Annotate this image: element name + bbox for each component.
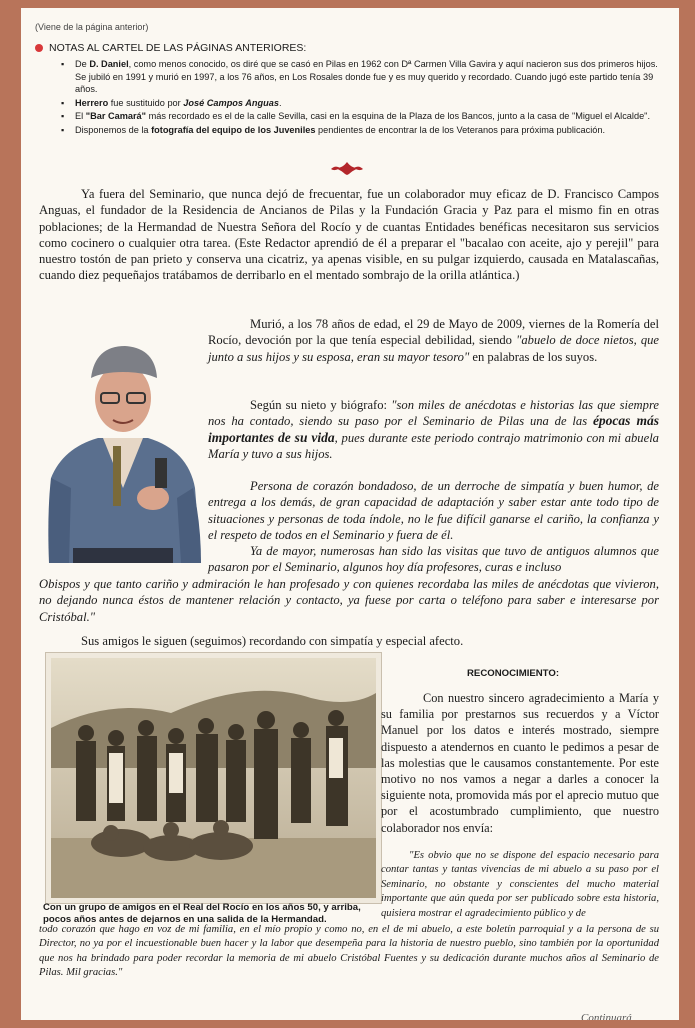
page (21, 8, 679, 1020)
list-item: ▪ Disponemos de la fotografía del equipo de los Juveniles pendientes de encontrar la de los Veteranos para próxima publicación. (61, 124, 666, 137)
paragraph-3: Según su nieto y biógrafo: "son miles de anécdotas e historias las que siempre nos ha contado, siendo su paso por el Seminario de Pilas una de las épocas más importantes de su vida, pues durante este periodo contrajo matrimonio con mi abuela María y tuvo a sus hijos. (208, 398, 659, 461)
red-bullet-icon (35, 44, 43, 52)
continued-label: Continuará (581, 1012, 632, 1020)
list-item: ▪ Herrero fue sustituido por José Campos Anguas. (61, 97, 666, 110)
notes-list (61, 58, 666, 137)
previous-page-note: (Viene de la página anterior) (35, 22, 149, 32)
paragraph-2: Murió, a los 78 años de edad, el 29 de Mayo de 2009, viernes de la Romería del Rocío, devoción por la que tenía especial debilidad, siendo "abuelo de doce nietos, que junto a sus hijos y su esposa, eran su mayor tesoro" en palabras de los suyos. (208, 317, 660, 364)
quote-start: "Es obvio que no se dispone del espacio necesario para contar tantas y tantas vivencias de mi abuelo a su paso por el Seminario, no obstante y conscientes del mucho material importante que aún queda por ser publicado sobre esta historia, quisiera mostrar el agradecimiento público y de (381, 850, 659, 919)
list-item: ▪ De D. Daniel, como menos conocido, os diré que se casó en Pilas en 1962 con Dª Carmen Villa Gavira y aquí nacieron sus dos primeros hijos. Se jubiló en 1991 y murió en 1997, a los 76 años, en Los Rosales donde fue y es muy querido y recordado. Cuando jugó este partido tenía 39 años. (61, 58, 666, 96)
portrait-photo (43, 338, 203, 563)
recognition-paragraph: Con nuestro sincero agradecimiento a María y su familia por prestarnos sus recuerdos y a Víctor Manuel por los datos e interés mostrado, siempre dispuesto a atendernos en cuanto le pedimos a pesar de las molestias que le causamos constantemente. Por este motivo no nos vamos a negar a darles a conocer la siguiente nota, promovida más por el aprecio mutuo que por el acostumbrado cumplimiento, que nuestro colaborador nos envía: (381, 691, 659, 835)
quote-end: todo corazón que hago en voz de mi familia, en el mío propio y como no, en el de mi abuelo, a este boletín parroquial y a la persona de su Director, no ya por el incuestionable buen hacer y la labor que desempeña para la historia de nuestro pueblo, sino también por la oportunidad que nos ha brindado para poder recordar la memoria de mi abuelo Cristóbal Fuentes y su dedicación durante muchos años al Seminario de Pilas. Mil gracias." (39, 924, 659, 979)
ornament-icon (329, 160, 365, 176)
group-photo (46, 653, 381, 903)
paragraph-5-start: Ya de mayor, numerosas han sido las visitas que tuvo de antiguos alumnos que pasaron por el Seminario, algunos hoy día profesores, curas e incluso (208, 544, 659, 575)
notes-title (35, 42, 306, 54)
notes-title-text: NOTAS AL CARTEL DE LAS PÁGINAS ANTERIORES: (49, 42, 307, 54)
photo-caption: Con un grupo de amigos en el Real del Rocío en los años 50, y arriba, pocos años antes de dejarnos en una salida de la Hermandad. (43, 902, 361, 925)
section-heading: RECONOCIMIENTO: (467, 668, 560, 679)
paragraph-6: Sus amigos le siguen (seguimos) recordando con simpatía y especial afecto. (81, 634, 464, 648)
list-item: ▪ El "Bar Camará" más recordado es el de la calle Sevilla, casi en la esquina de la Plaza de los Bancos, junto a la casa de "Miguel el Alcalde". (61, 110, 666, 123)
paragraph-4: Persona de corazón bondadoso, de un derroche de simpatía y buen humor, de entrega a los demás, de gran capacidad de adaptación y saber estar ante todo tipo de situaciones y personas de toda índole, no le fue difícil ganarse el cariño, la confianza y el respeto de todos en el Seminario y fuera de él. (208, 479, 659, 542)
paragraph-5-end: Obispos y que tanto cariño y admiración le han profesado y con quienes recordaba las miles de anécdotas que vivieron, no dejando nunca éstos de mantener relación y contacto, ya fuese por carta o teléfono para saber e interesarse por Cristóbal." (39, 577, 659, 624)
paragraph-1: Ya fuera del Seminario, que nunca dejó de frecuentar, fue un colaborador muy eficaz de D. Francisco Campos Anguas, el fundador de la Residencia de Ancianos de Pilas y la Fundación Gracia y Paz para el mismo fin en otras poblaciones; de la Hermandad de Nuestra Señora del Rocío y de cuantas Entidades benéficas necesitaron sus servicios como cocinero o cualquier otra tarea. (Este Redactor aprendió de él a preparar el "bacalao con aceite, ajo y perejil" para nuestro tostón de pan prieto y conserva una cicatriz, ya apenas visible, en su pulgar izquierdo, causada en Matalascañas, cuando diez pequeñajos tratábamos de derribarlo en el mentado sombrajo de la orilla atlántica.) (39, 187, 659, 283)
